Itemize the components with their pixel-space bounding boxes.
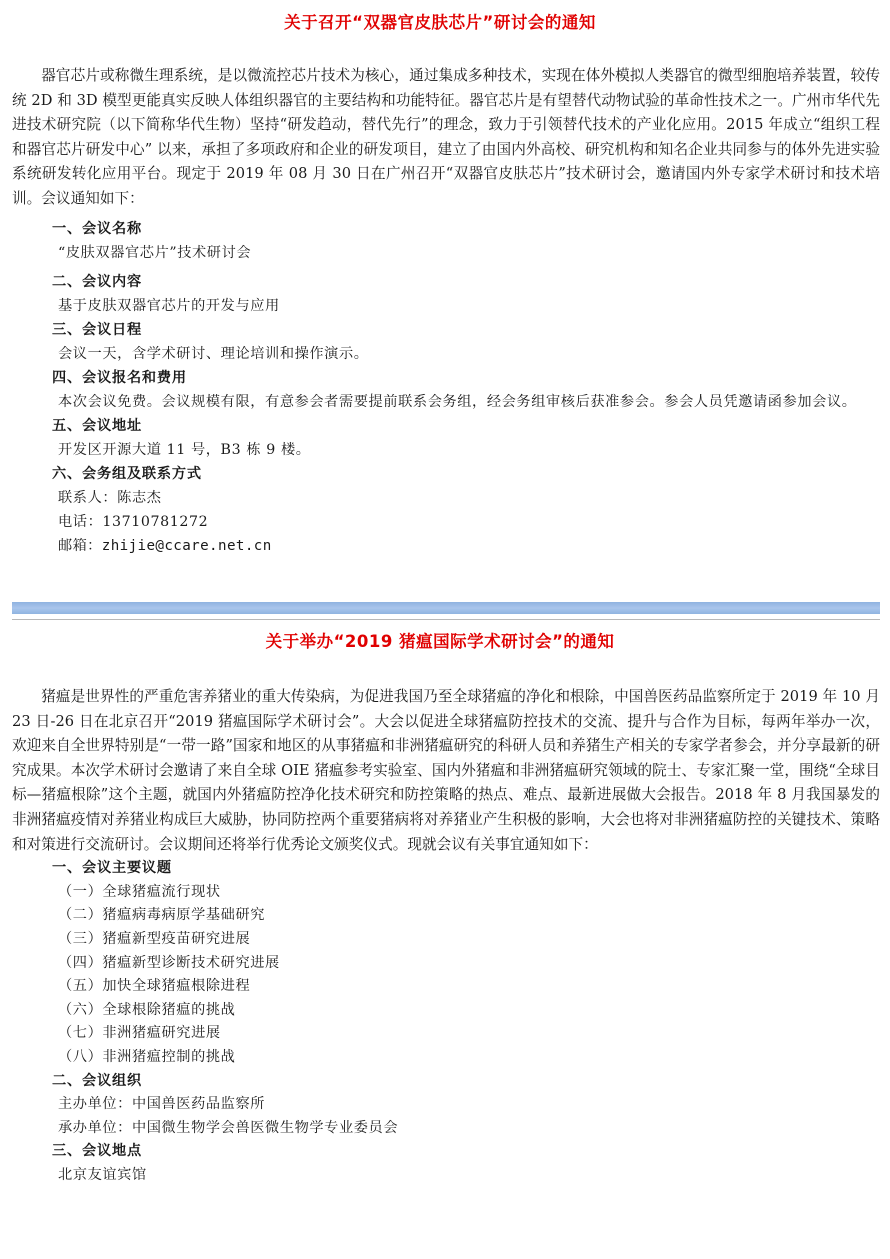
topic-item: （三）猪瘟新型疫苗研究进展 [58, 930, 251, 947]
notice-sections [0, 217, 880, 558]
notice-sections [0, 857, 880, 1187]
section-heading: 五、会议地址 [52, 417, 142, 434]
notice-title: 关于召开“双器官皮肤芯片”研讨会的通知 [284, 13, 596, 32]
section-heading: 六、会务组及联系方式 [52, 465, 202, 482]
topic-item: （二）猪瘟病毒病原学基础研究 [58, 907, 266, 924]
section-line: 会议一天，含学术研讨、理论培训和操作演示。 [58, 345, 369, 362]
section-line: “皮肤双器官芯片”技术研讨会 [58, 244, 252, 261]
notice-intro-paragraph: 猪瘟是世界性的严重危害养猪业的重大传染病，为促进我国乃至全球猪瘟的净化和根除，中国兽医药品监察所定于 2019 年 10 月 23 日-26 日在北京召开“2019 猪瘟国际学术研讨会”。大会以促进全球猪瘟防控技术的交流、提升与合作为目标，每两年举办一次，欢迎来自全世界特别是“一带一路”国家和地区的从事猪瘟和非洲猪瘟研究的科研人员和养猪生产相关的专家学者参会，并分享最新的研究成果。本次学术研讨会邀请了来自全球 OIE 猪瘟参考实验室、国内外猪瘟和非洲猪瘟研究领域的院士、专家汇聚一堂，围绕“全球目标—猪瘟根除”这个主题，就国内外猪瘟防控净化技术研究和防控策略的热点、难点、最新进展做大会报告。2018 年 8 月我国暴发的非洲猪瘟疫情对养猪业构成巨大威胁，协同防控两个重要猪病将对养猪业产生积极的影响，大会也将对非洲猪瘟防控的关键技术、策略和对策进行交流研讨。会议期间还将举行优秀论文颁奖仪式。现就会议有关事宜通知如下： [12, 688, 880, 853]
topic-item: （四）猪瘟新型诊断技术研究进展 [58, 954, 280, 971]
divider-rule [12, 619, 880, 620]
topic-item: （一）全球猪瘟流行现状 [58, 883, 221, 900]
section-heading: 二、会议组织 [52, 1072, 142, 1089]
venue-name: 北京友谊宾馆 [58, 1166, 147, 1183]
section-heading: 二、会议内容 [52, 273, 142, 290]
notice-doubled-organ-skin-chip [0, 0, 890, 558]
notice-swine-fever-symposium [0, 624, 890, 1187]
section-line: 本次会议免费。会议规模有限，有意参会者需要提前联系会务组，经会务组审核后获准参会。参会人员凭邀请函参加会议。 [58, 393, 857, 410]
section-line: 开发区开源大道 11 号，B3 栋 9 楼。 [58, 441, 311, 458]
section-heading: 四、会议报名和费用 [52, 369, 187, 386]
section-heading: 三、会议地点 [52, 1143, 142, 1160]
section-heading: 一、会议主要议题 [52, 860, 172, 877]
notice-intro-paragraph: 器官芯片或称微生理系统，是以微流控芯片技术为核心，通过集成多种技术，实现在体外模拟人类器官的微型细胞培养装置，较传统 2D 和 3D 模型更能真实反映人体组织器官的主要结构和功能特征。器官芯片是有望替代动物试验的革命性技术之一。广州市华代先进技术研究院（以下简称华代生物）坚持“研发趋动，替代先行”的理念，致力于引领替代技术的产业化应用。2015 年成立“组织工程和器官芯片研发中心” 以来，承担了多项政府和企业的研发项目，建立了由国内外高校、研究机构和知名企业共同参与的体外先进实验系统研发转化应用平台。现定于 2019 年 08 月 30 日在广州召开“双器官皮肤芯片”技术研讨会，邀请国内外专家学术研讨和技术培训。会议通知如下： [12, 67, 880, 207]
topic-item: （六）全球根除猪瘟的挑战 [58, 1001, 236, 1018]
section-line: 基于皮肤双器官芯片的开发与应用 [58, 297, 280, 314]
topic-item: （五）加快全球猪瘟根除进程 [58, 978, 251, 995]
section-divider [0, 600, 890, 624]
topic-item: （七）非洲猪瘟研究进展 [58, 1025, 221, 1042]
organizer-undertaker: 承办单位：中国微生物学会兽医微生物学专业委员会 [58, 1119, 399, 1136]
topic-item: （八）非洲猪瘟控制的挑战 [58, 1048, 236, 1065]
divider-bar [12, 602, 880, 614]
section-heading: 三、会议日程 [52, 321, 142, 338]
contact-phone: 电话：13710781272 [58, 513, 209, 530]
contact-person: 联系人：陈志杰 [58, 489, 162, 506]
section-heading: 一、会议名称 [52, 220, 142, 237]
notice-title: 关于举办“2019 猪瘟国际学术研讨会”的通知 [265, 632, 615, 651]
organizer-host: 主办单位：中国兽医药品监察所 [58, 1096, 266, 1113]
contact-email: 邮箱：zhijie@ccare.net.cn [58, 537, 272, 554]
